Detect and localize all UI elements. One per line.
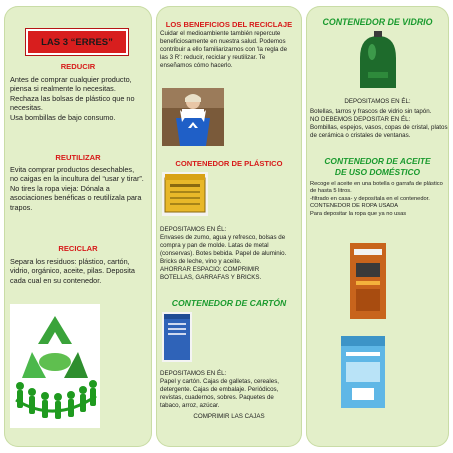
reducir-text xyxy=(10,75,150,122)
text-line: DEPOSITAMOS EN ÉL: xyxy=(160,226,227,233)
heading-vidrio: CONTENEDOR DE VIDRIO xyxy=(322,17,433,27)
text-line: Bricks de leche, vino y aceite. xyxy=(160,258,242,266)
text-line: Papel y cartón. Cajas de galletas, cereales, xyxy=(160,378,280,386)
main-title: LAS 3 “ERRES” xyxy=(26,29,128,55)
heading-carton: CONTENEDOR DE CARTÓN xyxy=(171,298,287,308)
text-line: Botellas, tarros y frascos de vidrio sin tapón. xyxy=(310,108,432,115)
text-line: trapos. xyxy=(10,202,33,212)
text-line: No tires la ropa vieja: Dónala a xyxy=(10,183,110,193)
text-line: Separa los residuos: plástico, cartón, xyxy=(10,257,130,266)
heading-aceite-2: DE USO DOMÉSTICO xyxy=(334,167,421,177)
heading-beneficios: LOS BENEFICIOS DEL RECICLAJE xyxy=(165,20,293,29)
reutilizar-text xyxy=(10,165,150,212)
text-line: Envases de zumo, agua y refresco, bolsas de xyxy=(160,234,286,242)
text-line: asociaciones benéficas o reutilízala para xyxy=(10,193,142,203)
text-line: enseñamos cómo hacerlo. xyxy=(160,62,233,70)
heading-reciclar: RECICLAR xyxy=(58,244,98,253)
text-line: Recoge el aceite en una botella o garrafa de plástico xyxy=(310,181,443,187)
carton-text xyxy=(160,370,298,421)
plastic-container-image xyxy=(162,172,208,216)
text-line: Antes de comprar cualquier producto, xyxy=(10,75,132,84)
plastico-text xyxy=(160,226,300,282)
text-line: de hasta 5 litros. xyxy=(310,188,352,195)
text-line: cada cual en su contenedor. xyxy=(10,275,102,285)
text-line: Evita comprar productos desechables, xyxy=(10,165,135,174)
text-line: beneficiosamente en nuestra salud. Podemos xyxy=(160,38,286,46)
text-line: contribuir a ello familiarizarnos con 'la regla de xyxy=(160,46,288,54)
text-line: compra y pan de molde. Latas de metal xyxy=(160,242,269,250)
text-line: Para depositar la ropa que ya no usas xyxy=(310,210,407,217)
text-line: tabaco, arroz, azúcar. xyxy=(160,402,220,410)
text-line: Rechaza las bolsas de plástico que no xyxy=(10,93,135,103)
recycling-people-illustration xyxy=(10,304,100,428)
text-line: Cuidar el medioambiente también repercute xyxy=(160,30,281,37)
text-line: revistas, cuadernos, sobres. Paquetes de xyxy=(160,394,274,402)
heading-plastico: CONTENEDOR DE PLÁSTICO xyxy=(175,159,283,168)
heading-aceite-1: CONTENEDOR DE ACEITE xyxy=(324,156,431,166)
heading-reducir: REDUCIR xyxy=(60,62,96,71)
text-line: necesitas. xyxy=(10,103,43,113)
aceite-text xyxy=(310,181,448,218)
panel-three-rs xyxy=(4,6,152,447)
carton-container-image xyxy=(162,312,192,362)
panel-benefits xyxy=(156,6,302,447)
clothes-container-image xyxy=(338,332,388,410)
heading-reutilizar: REUTILIZAR xyxy=(55,153,101,162)
reciclar-text xyxy=(10,257,150,285)
text-line: -filtrado en casa- y deposítala en el contenedor. xyxy=(310,195,430,202)
carton-footer: COMPRIMIR LAS CAJAS xyxy=(193,413,265,421)
text-line: vidrio, orgánico, aceite, pilas. Deposita xyxy=(10,266,135,276)
text-line: Bombillas, espejos, vasos, copas de cristal, platos xyxy=(310,124,448,132)
text-line: piensa si realmente lo necesitas. xyxy=(10,84,116,94)
text-line: las 3 R': reducir, reciclar y reutilizar. Te xyxy=(160,54,266,62)
beneficios-text xyxy=(160,30,298,70)
text-line: NO DEBEMOS DEPOSITAR EN ÉL: xyxy=(310,116,411,124)
text-line: DEPOSITAMOS EN ÉL: xyxy=(160,370,227,377)
vidrio-text xyxy=(310,108,448,140)
text-line: detergente. Cajas de embalaje. Periódicos, xyxy=(160,386,279,394)
glass-container-image xyxy=(354,28,402,92)
oil-container-image xyxy=(346,241,390,321)
text-line: Usa bombillas de bajo consumo. xyxy=(10,112,116,122)
text-line: BOTELLAS, GARRAFAS Y BRICKS. xyxy=(160,274,262,282)
woman-recycling-bin-photo xyxy=(162,88,224,146)
text-line: AHORRAR ESPACIO: COMPRIMIR xyxy=(160,266,260,274)
text-line: de cerámica o cristales de ventanas. xyxy=(310,132,411,140)
text-line: no caigas en la incultura del “usar y tirar”. xyxy=(10,174,144,184)
panel-containers xyxy=(306,6,449,447)
text-line: (conservas). Botes bebida. Papel de aluminio. xyxy=(160,250,287,258)
text-line: CONTENEDOR DE ROPA USADA xyxy=(310,203,399,210)
vidrio-sub: DEPOSITAMOS EN ÉL: xyxy=(344,98,411,105)
